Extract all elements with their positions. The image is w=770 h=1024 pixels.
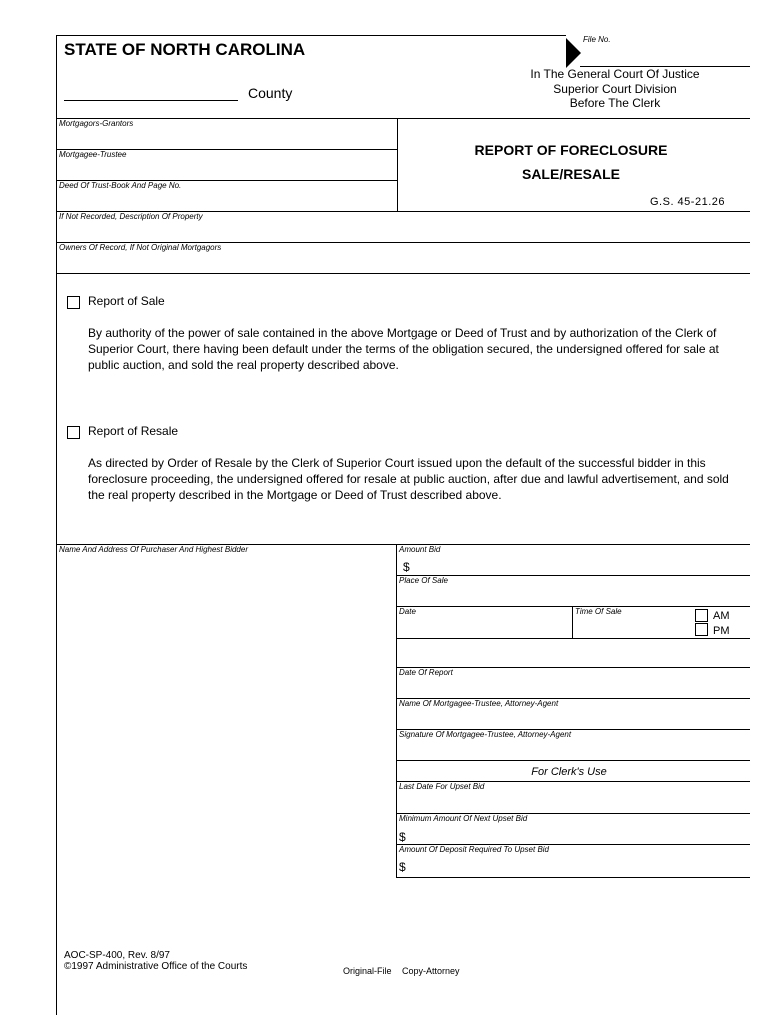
purchaser-label: Name And Address Of Purchaser And Highest Bidder: [59, 545, 248, 554]
divider-date: [396, 606, 750, 607]
report-of-resale-label: Report of Resale: [88, 424, 179, 438]
resale-paragraph: As directed by Order of Resale by the Clerk of Superior Court issued upon the default of the successful bidder in this foreclosure proceeding, the undersigned offered for resale at public auction, after due and lawful advertisement, and sold the real property described in the Mortgage or Deed of Trust described above.: [88, 456, 729, 502]
title-box-divider: [397, 118, 398, 211]
name-trustee-label: Name Of Mortgagee-Trustee, Attorney-Agent: [399, 699, 559, 708]
pm-checkbox[interactable]: [695, 623, 708, 636]
report-of-sale-label: Report of Sale: [88, 294, 165, 308]
original-file-label: Original-File: [343, 966, 392, 976]
report-of-sale-checkbox[interactable]: [67, 296, 80, 309]
mortgagors-label: Mortgagors-Grantors: [59, 119, 134, 128]
time-divider: [572, 606, 573, 638]
divider-clerk-bottom: [396, 877, 750, 878]
report-title-line1: REPORT OF FORECLOSURE: [474, 142, 668, 158]
court-line-1: In The General Court Of Justice: [530, 67, 700, 81]
form-left-border: [56, 35, 57, 1015]
details-divider: [396, 544, 397, 878]
trustee-label: Mortgagee-Trustee: [59, 150, 127, 159]
am-checkbox[interactable]: [695, 609, 708, 622]
date-label: Date: [399, 607, 416, 616]
min-amount-label: Minimum Amount Of Next Upset Bid: [399, 814, 528, 823]
county-label: County: [248, 85, 293, 101]
report-title-line2: SALE/RESALE: [521, 166, 620, 182]
time-of-sale-label: Time Of Sale: [575, 607, 622, 616]
sale-paragraph: By authority of the power of sale contained in the above Mortgage or Deed of Trust and by authorization of the Clerk of Superior Court, there having been default under the terms of the obligation secured, the undersigned offered for sale at public auction, and sold the real property described above.: [88, 326, 719, 372]
county-blank-line[interactable]: [64, 100, 238, 101]
form-top-border: [56, 35, 566, 36]
place-of-sale-label: Place Of Sale: [399, 576, 448, 585]
copy-attorney-label: Copy-Attorney: [402, 966, 460, 976]
deposit-dollar: $: [399, 860, 406, 874]
divider-details-bottom: [396, 638, 750, 639]
divider-mortgagors: [56, 118, 750, 119]
amount-bid-dollar: $: [403, 560, 410, 574]
divider-body-top: [56, 273, 750, 274]
property-label: If Not Recorded, Description Of Property: [59, 212, 203, 221]
divider-place: [396, 575, 750, 576]
deed-label: Deed Of Trust-Book And Page No.: [59, 181, 182, 190]
copyright: ©1997 Administrative Office of the Courts: [64, 961, 248, 972]
state-title: STATE OF NORTH CAROLINA: [64, 40, 306, 59]
report-of-resale-checkbox[interactable]: [67, 426, 80, 439]
last-date-label: Last Date For Upset Bid: [399, 782, 485, 791]
file-no-arrow-icon: [566, 38, 582, 68]
form-code: AOC-SP-400, Rev. 8/97: [64, 950, 170, 961]
signature-label: Signature Of Mortgagee-Trustee, Attorney-Agent: [399, 730, 572, 739]
min-amount-dollar: $: [399, 830, 406, 844]
pm-label: PM: [713, 625, 730, 637]
date-of-report-label: Date Of Report: [399, 668, 453, 677]
divider-clerk: [396, 760, 750, 761]
file-no-label: File No.: [583, 35, 611, 44]
owners-label: Owners Of Record, If Not Original Mortgagors: [59, 243, 222, 252]
statute-ref: G.S. 45-21.26: [650, 196, 725, 208]
am-label: AM: [713, 610, 730, 622]
amount-bid-label: Amount Bid: [399, 545, 441, 554]
clerk-use-title: For Clerk's Use: [531, 766, 607, 778]
court-line-2: Superior Court Division: [553, 82, 677, 96]
court-line-3: Before The Clerk: [569, 96, 661, 110]
deposit-label: Amount Of Deposit Required To Upset Bid: [399, 845, 550, 854]
